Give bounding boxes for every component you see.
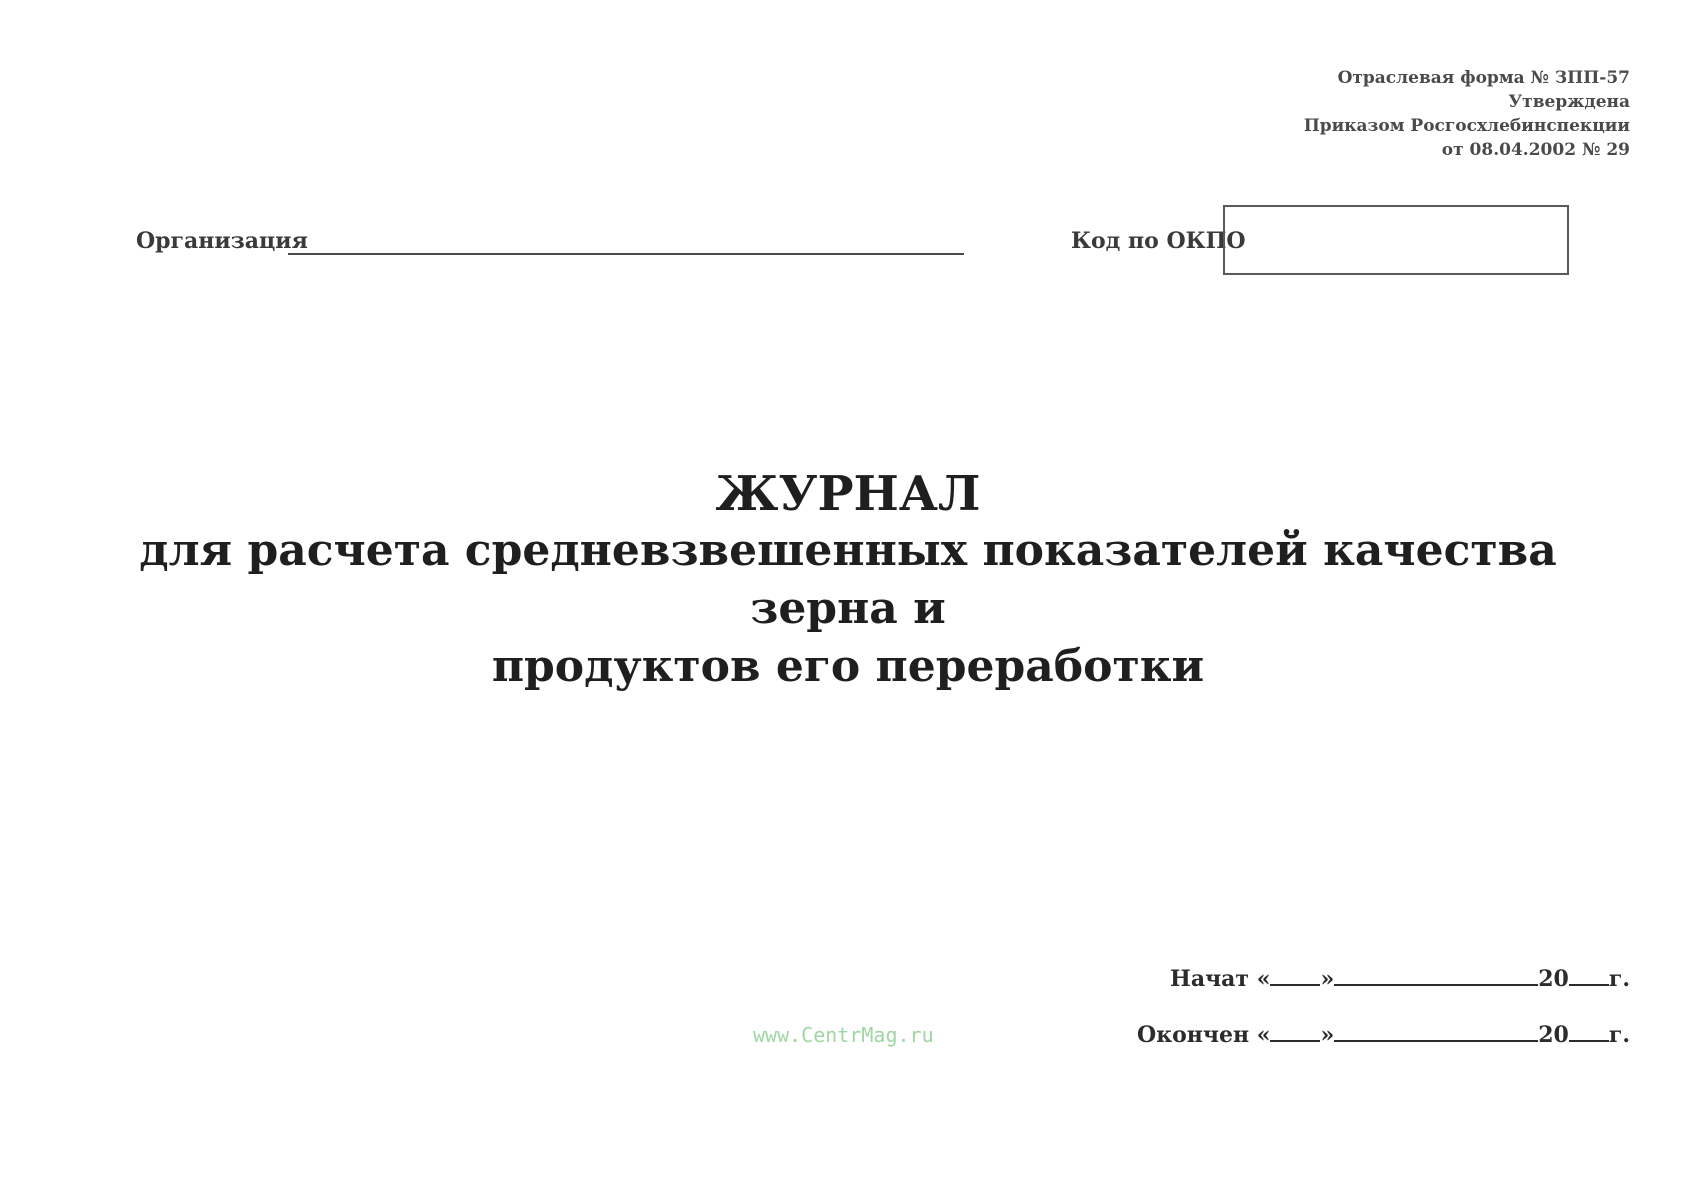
started-close-quote: » (1320, 966, 1335, 992)
finished-year-blank[interactable] (1569, 1022, 1609, 1042)
finished-day-blank[interactable] (1270, 1022, 1320, 1042)
watermark: www.CentrMag.ru (753, 1023, 934, 1047)
finished-month-blank[interactable] (1334, 1022, 1538, 1042)
date-started-label: Начат « (1170, 966, 1271, 992)
started-month-blank[interactable] (1334, 966, 1538, 986)
finished-year-suffix: г. (1608, 1022, 1630, 1048)
date-finished-label: Окончен « (1137, 1022, 1271, 1048)
finished-year-prefix: 20 (1538, 1022, 1569, 1048)
started-year-blank[interactable] (1569, 966, 1609, 986)
okpo-label: Код по ОКПО (1071, 228, 1246, 254)
organization-label: Организация (136, 228, 308, 254)
document-title (60, 466, 1636, 696)
started-day-blank[interactable] (1270, 966, 1320, 986)
form-number: Отраслевая форма № ЗПП-57 (1337, 68, 1630, 88)
finished-close-quote: » (1320, 1022, 1335, 1048)
title-line-2: продуктов его переработки (491, 641, 1205, 692)
title-line-1: для расчета средневзвешенных показателей качества зерна и (139, 525, 1557, 634)
title-main: ЖУРНАЛ (715, 466, 981, 522)
organization-field-line[interactable] (288, 253, 964, 255)
approved-label: Утверждена (1508, 92, 1630, 112)
started-year-suffix: г. (1608, 966, 1630, 992)
okpo-field-box[interactable] (1223, 205, 1569, 275)
date-finished-row (1137, 1022, 1630, 1048)
date-started-row (1170, 966, 1630, 992)
started-year-prefix: 20 (1538, 966, 1569, 992)
order-authority: Приказом Росгосхлебинспекции (1303, 116, 1630, 136)
order-date: от 08.04.2002 № 29 (1441, 140, 1630, 160)
form-header (1304, 66, 1630, 162)
